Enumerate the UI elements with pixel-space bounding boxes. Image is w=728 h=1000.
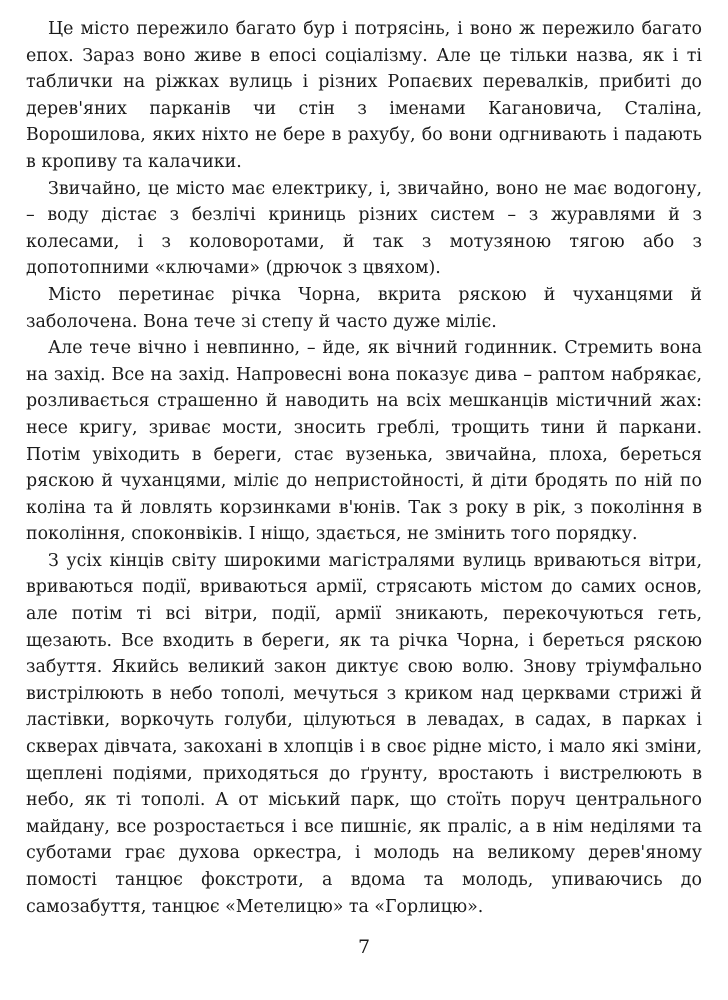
paragraph-3: Місто перетинає річка Чорна, вкрита ряскою й чуханцями й заболочена. Вона тече зі степу й часто дуже міліє. — [26, 284, 702, 332]
paragraph-4: Але тече вічно і невпинно, – йде, як вічний годинник. Стремить вона на захід. Все на захід. Напровесні вона показує дива – раптом набрякає, розливається страшенно й наводить на всіх мешканців містичний жах: несе кригу, зриває мости, зносить греблі, трощить тини й паркани. Потім увіходить в береги, стає вузенька, звичайна, плоха, береться ряскою й чуханцями, міліє до непристойності, й діти бродять по ній по коліна та й ловлять корзинками в'юнів. Так з року в рік, з покоління в покоління, споконвіків. І ніщо, здається, не змінить того порядку. — [26, 338, 702, 545]
page-body — [26, 16, 702, 920]
page-number: 7 — [357, 936, 371, 958]
paragraph-1: Це місто пережило багато бур і потрясінь, і воно ж пережило багато епох. Зараз воно живе в епосі соціалізму. Але це тільки назва, як і ті таблички на ріжках вулиць і різних Ропаєвих перевалків, прибиті до дерев'яних парканів чи стін з іменами Кагановича, Сталіна, Ворошилова, яких ніхто не бере в рахубу, бо вони одгнивають і падають в кропиву та калачики. — [26, 19, 702, 172]
paragraph-5: З усіх кінців світу широкими магістралями вулиць вриваються вітри, вриваються події, вриваються армії, стрясають містом до самих основ, але потім ті всі вітри, події, армії зникають, перекочуються геть, щезають. Все входить в береги, як та річка Чорна, і береться ряскою забуття. Якийсь великий закон диктує свою волю. Знову тріумфально вистрілюють в небо тополі, мечуться з криком над церквами стрижі й ластівки, воркочуть голуби, цілуються в левадах, в садах, в парках і скверах дівчата, закохані в хлопців і в своє рідне місто, і мало які зміни, щеплені подіями, приходяться до ґрунту, вростають і вистрелюють в небо, як ті тополі. А от міський парк, що стоїть поруч центрального майдану, все розростається і все пишніє, як праліс, а в нім неділями та суботами грає духова оркестра, і молодь на великому дерев'яному помості танцює фокстроти, а вдома та молодь, упиваючись до самозабуття, танцює «Метелицю» та «Горлицю». — [26, 550, 702, 917]
paragraph-2: Звичайно, це місто має електрику, і, звичайно, воно не має водогону, – воду дістає з безлічі криниць різних систем – з журавлями й з колесами, і з коловоротами, й так з мотузяною тягою або з допотопними «ключами» (дрючок з цвяхом). — [26, 178, 702, 279]
